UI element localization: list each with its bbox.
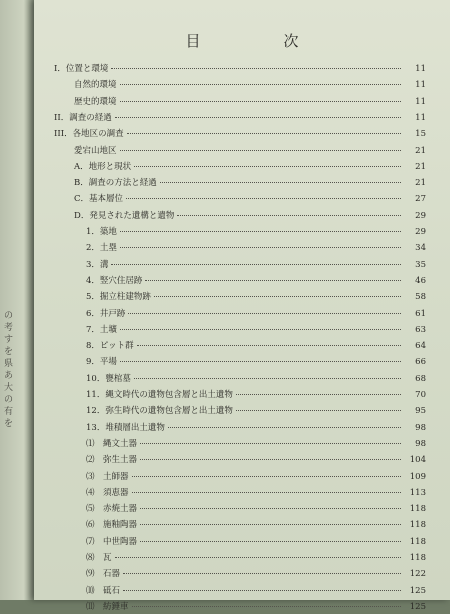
toc-entry-label: D．発見された遺構と遺物 [74,210,175,221]
toc-entry [86,518,426,532]
toc-entry-page-number: 66 [415,357,426,368]
toc-entry-label: 愛宕山地区 [74,145,117,156]
toc-entry-label: ⑴ 縄文土器 [86,438,138,449]
toc-leader-dots [115,557,401,558]
toc-entry-page-number: 104 [409,455,426,466]
toc-entry [86,453,426,467]
toc-entry-label: ⑷ 須恵器 [86,487,129,498]
toc-entry-label: 9．平場 [86,357,117,368]
toc-entry-label: ⑽ 砥石 [86,585,121,596]
toc-entry [86,241,426,255]
toc-entry-label: 自然的環境 [74,80,117,91]
toc-entry-label: III．各地区の調査 [54,129,124,140]
toc-entry-label: ⑹ 施釉陶器 [86,520,138,531]
toc-entry-page-number: 118 [409,504,426,515]
toc-entry-label: 8．ピット群 [86,341,134,352]
toc-leader-dots [120,101,401,102]
toc-leader-dots [115,117,401,118]
toc-leader-dots [236,394,401,395]
toc-entry-page-number: 21 [415,145,426,156]
toc-leader-dots [123,573,401,574]
toc-entry-label: 1．築地 [86,227,117,237]
toc-entry [86,502,426,516]
toc-entry [54,127,426,141]
toc-entry [86,355,426,369]
toc-leader-dots [132,492,401,493]
toc-entry [74,176,426,190]
toc-entry [86,323,426,337]
toc-entry-page-number: 95 [415,406,426,417]
toc-leader-dots [123,590,401,591]
toc-entry-page-number: 122 [409,569,426,580]
toc-leader-dots [132,606,401,607]
toc-leader-dots [160,182,401,183]
toc-entry-page-number: 113 [409,487,426,498]
toc-leader-dots [168,427,401,428]
toc-leader-dots [140,541,401,542]
toc-entry [86,372,426,386]
previous-page-edge [0,0,34,600]
toc-entry [74,78,426,92]
toc-entry-page-number: 11 [415,96,426,107]
toc-entry-label: II．調査の経過 [54,112,112,123]
toc-entry [86,600,426,614]
toc-entry-page-number: 118 [409,536,426,547]
toc-entry-label: 6．井戸跡 [86,308,126,319]
toc-entry-label: 11．縄文時代の遺物包含層と出土遺物 [86,390,233,400]
document-page [34,0,450,612]
toc-entry-label: ⑾ 紡錘車 [86,601,129,612]
toc-entry [86,339,426,353]
toc-entry-label: ⑸ 赤焼土器 [86,504,138,515]
toc-entry [86,470,426,484]
toc-leader-dots [126,198,401,199]
toc-entry-label: A．地形と現状 [74,161,132,172]
toc-entry-label: ⑺ 中世陶器 [86,536,138,547]
toc-leader-dots [120,247,401,248]
toc-entry [86,388,426,402]
toc-entry-page-number: 29 [415,210,426,221]
toc-leader-dots [140,524,401,525]
toc-entry [86,307,426,321]
toc-entry [86,584,426,598]
toc-leader-dots [134,166,401,167]
toc-entry-page-number: 27 [415,194,426,205]
toc-entry-label: 13．堆積層出土遺物 [86,422,165,433]
toc-entry [86,486,426,500]
toc-entry-page-number: 125 [409,601,426,612]
toc-entry-page-number: 125 [409,585,426,596]
toc-leader-dots [120,231,401,232]
toc-leader-dots [120,150,401,151]
toc-entry [74,192,426,206]
toc-entry-page-number: 29 [415,227,426,237]
toc-leader-dots [145,280,401,281]
page-title: 目 次 [185,32,333,50]
toc-entry-label: I．位置と環境 [54,64,109,74]
toc-leader-dots [140,508,401,509]
toc-entry [86,437,426,451]
toc-entry-page-number: 15 [415,129,426,140]
toc-entry [54,111,426,125]
toc-entry-page-number: 61 [415,308,426,319]
toc-entry-label: ⑼ 石器 [86,569,121,580]
toc-entry-page-number: 46 [415,275,426,286]
toc-entry [86,551,426,565]
toc-leader-dots [120,329,401,330]
toc-leader-dots [236,410,401,411]
toc-entry-label: 10．甕棺墓 [86,373,131,384]
toc-entry-page-number: 58 [415,292,426,303]
toc-entry [74,144,426,158]
toc-entry-label: 3．溝 [86,259,109,270]
toc-entry-page-number: 98 [415,438,426,449]
toc-entry [86,225,426,239]
toc-entry-page-number: 70 [415,390,426,400]
toc-leader-dots [127,133,401,134]
toc-entry [86,421,426,435]
toc-leader-dots [140,459,401,460]
toc-entry-label: 12．弥生時代の遺物包含層と出土遺物 [86,406,233,417]
toc-leader-dots [154,296,401,297]
toc-entry-page-number: 109 [409,471,426,482]
toc-entry-page-number: 98 [415,422,426,433]
toc-entry-page-number: 21 [415,161,426,172]
toc-entry [54,62,426,76]
toc-entry-page-number: 21 [415,178,426,189]
toc-entry [86,535,426,549]
toc-entry [86,404,426,418]
toc-entry [86,274,426,288]
toc-entry-page-number: 11 [415,80,426,91]
toc-entry [74,209,426,223]
toc-leader-dots [140,443,401,444]
toc-entry [86,258,426,272]
toc-entry-label: 7．土壙 [86,324,117,335]
toc-entry-page-number: 35 [415,259,426,270]
toc-leader-dots [137,345,401,346]
toc-entry-label: ⑵ 弥生土器 [86,455,138,466]
toc-entry-page-number: 11 [415,112,426,123]
previous-page-text: の 考 す を 県 あ 大 の 有 を [4,311,14,429]
toc-entry [86,290,426,304]
toc-leader-dots [120,84,401,85]
toc-entry-page-number: 64 [415,341,426,352]
toc-entry-label: ⑻ 瓦 [86,553,112,563]
toc-entry-page-number: 63 [415,324,426,335]
toc-entry-label: 4．竪穴住居跡 [86,275,143,286]
toc-entry-page-number: 68 [415,373,426,384]
toc-entry-label: 歴史的環境 [74,96,117,107]
toc-entry-label: ⑶ 土師器 [86,471,129,482]
toc-entry [74,160,426,174]
toc-entry-label: 5．掘立柱建物跡 [86,292,151,303]
toc-leader-dots [134,378,401,379]
toc-leader-dots [177,215,401,216]
toc-entry-label: B．調査の方法と経過 [74,178,157,189]
toc-entry-page-number: 34 [415,243,426,254]
toc-entry [74,95,426,109]
toc-leader-dots [128,313,401,314]
toc-entry-label: C．基本層位 [74,194,124,205]
toc-entry-page-number: 118 [409,553,426,563]
toc-entry-page-number: 11 [415,64,426,74]
toc-entry-label: 2．土塁 [86,243,117,254]
toc-entry-page-number: 118 [409,520,426,531]
toc-leader-dots [120,361,401,362]
toc-leader-dots [111,264,401,265]
toc-leader-dots [132,476,401,477]
toc-entry [86,567,426,581]
toc-leader-dots [111,68,401,69]
